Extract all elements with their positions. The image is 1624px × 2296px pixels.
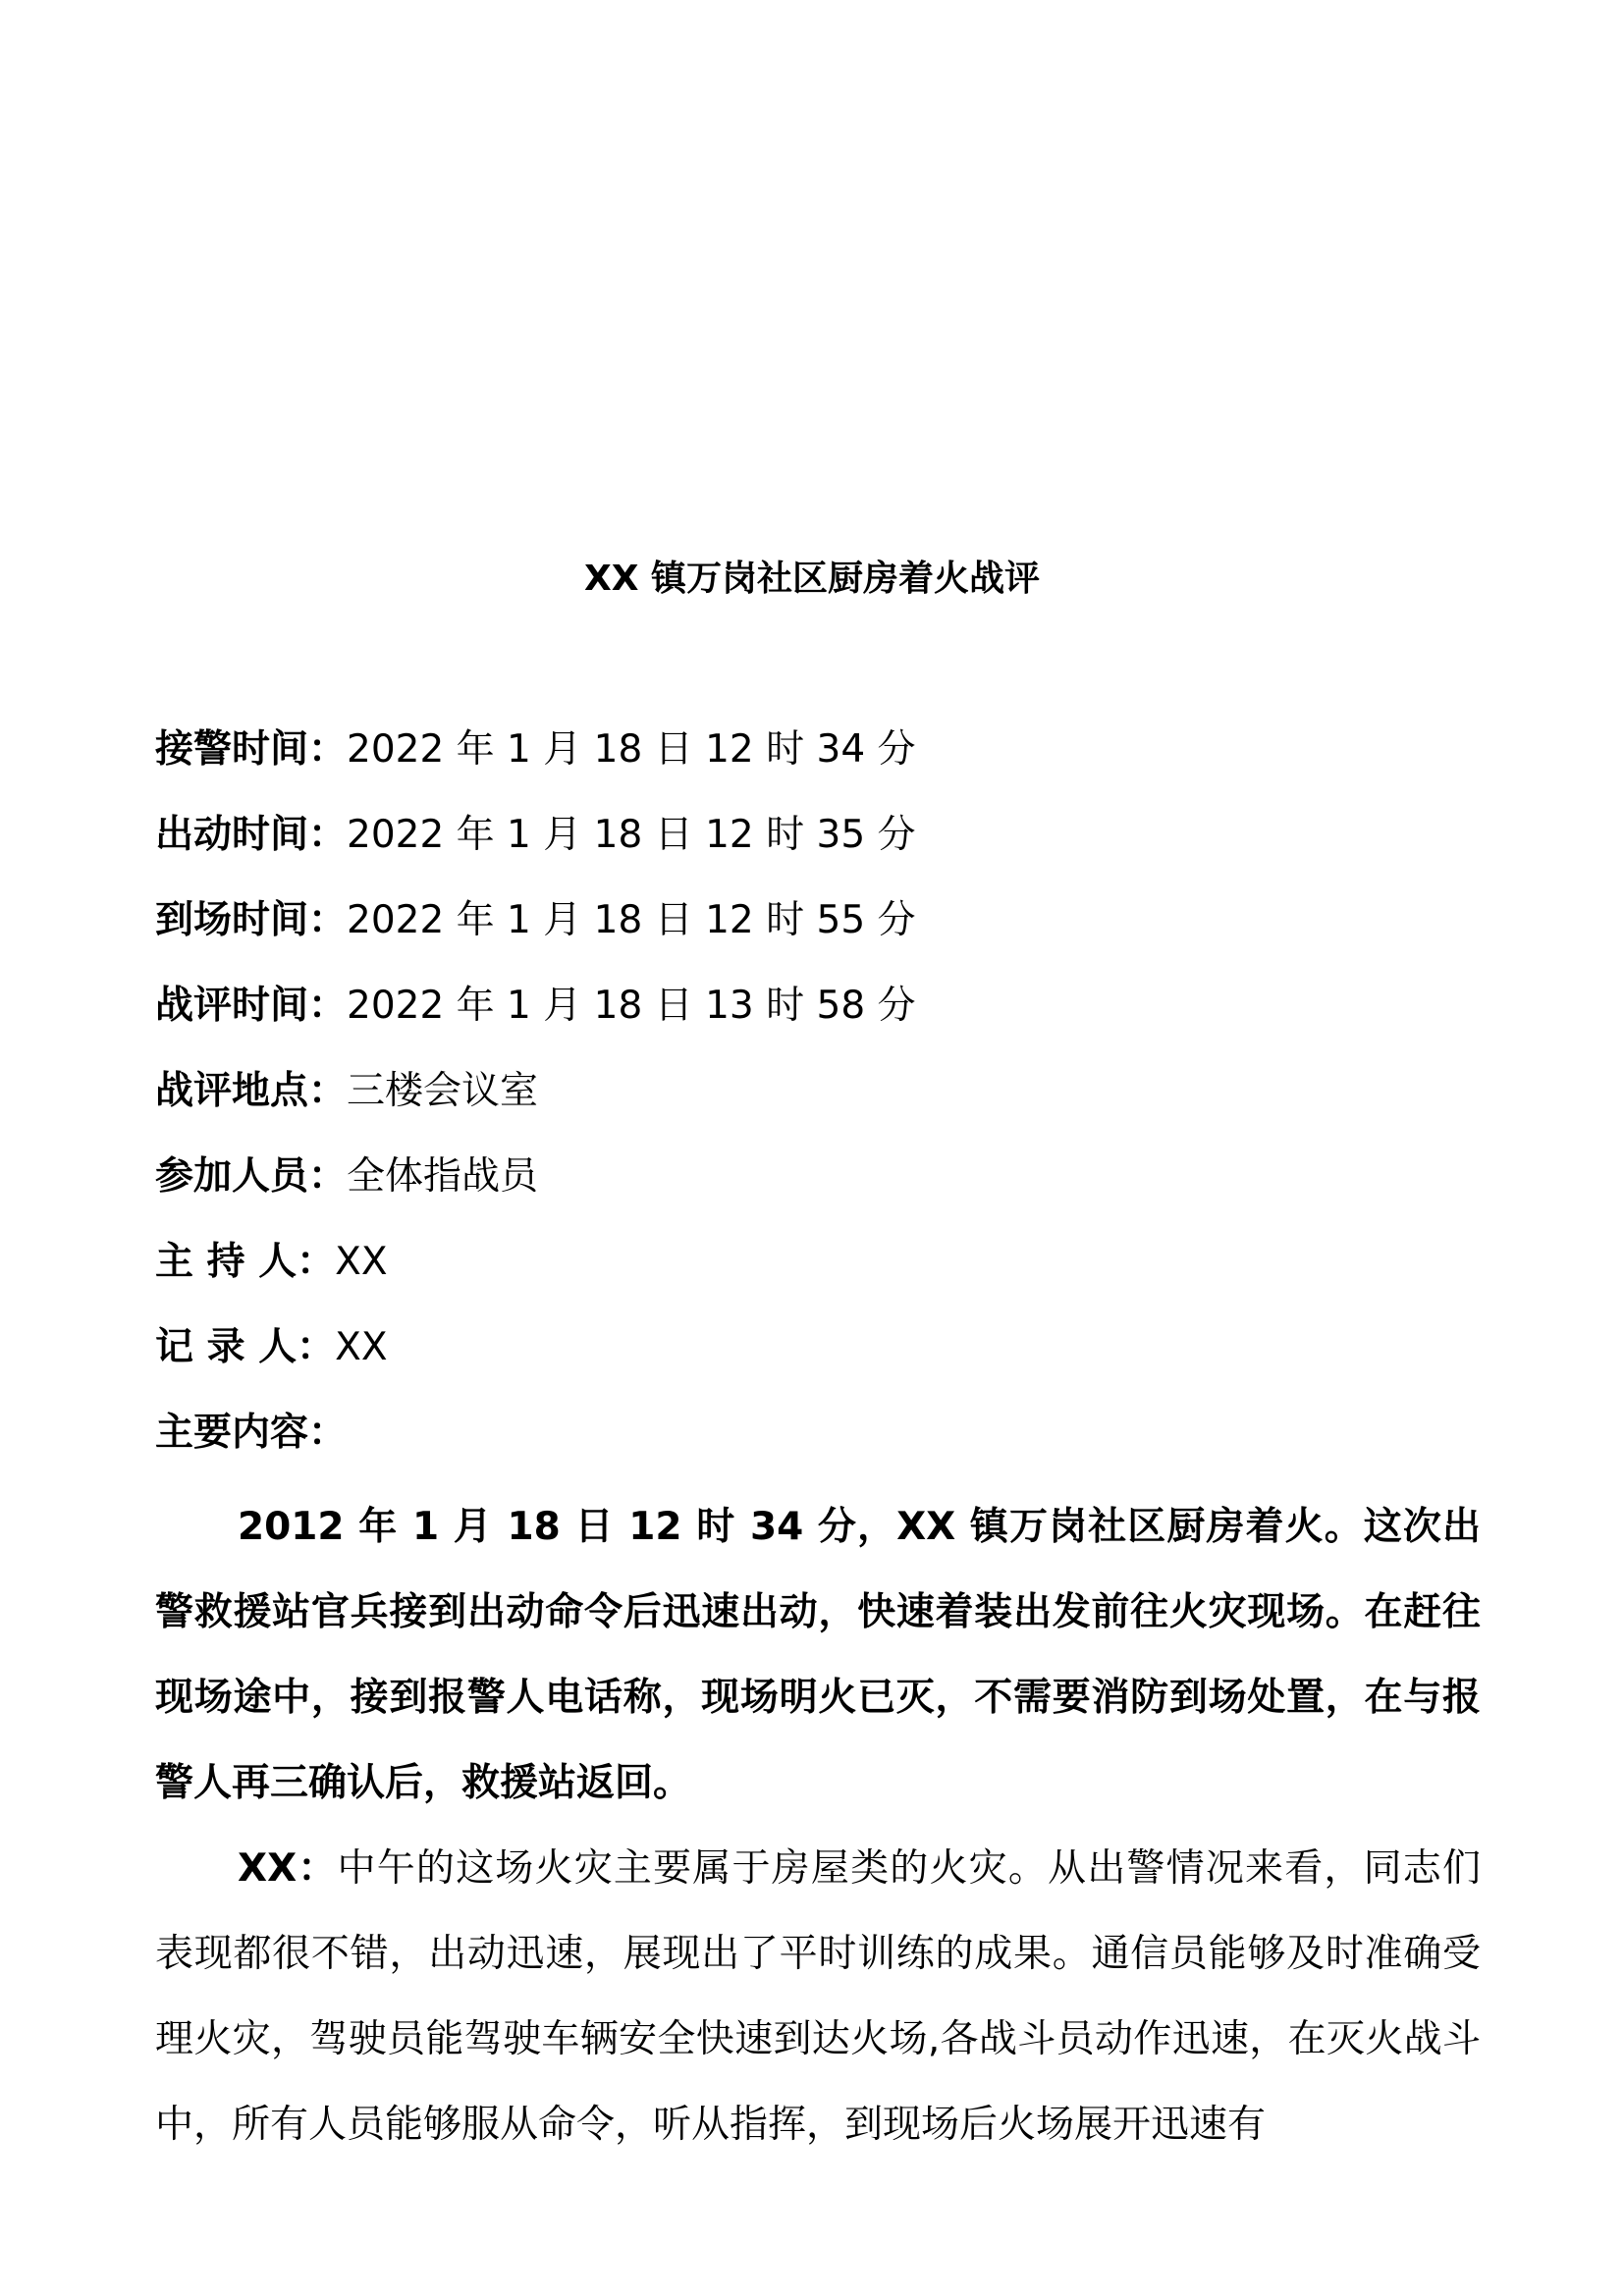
meta-value: 2022 年 1 月 18 日 12 时 35 分 — [347, 813, 916, 857]
meta-label: 记 录 人： — [155, 1325, 336, 1369]
paragraph-review — [155, 1826, 1481, 2167]
meta-label: 战评地点： — [155, 1069, 348, 1113]
meta-value: 2022 年 1 月 18 日 12 时 34 分 — [347, 727, 916, 772]
meta-label: 接警时间： — [155, 727, 348, 772]
meta-value: XX — [335, 1240, 388, 1284]
meta-row-dispatch-time — [155, 806, 1481, 891]
review-text: 中午的这场火灾主要属于房屋类的火灾。从出警情况来看，同志们表现都很不错，出动迅速，展现出了平时训练的成果。通信员能够及时准确受理火灾，驾驶员能驾驶车辆安全快速到达火场,各战斗员动作迅速，在灭火战斗中，所有人员能够服从命令，听从指挥，到现场后火场展开迅速有 — [155, 1846, 1481, 2147]
body-text — [155, 1484, 1481, 2167]
main-content-label: 主要内容： — [155, 1411, 348, 1455]
meta-row-participants — [155, 1148, 1481, 1233]
document-title: XX 镇万岗社区厨房着火战评 — [583, 559, 1041, 599]
meta-label: 战评时间： — [155, 984, 348, 1028]
meta-value: 三楼会议室 — [347, 1069, 539, 1113]
meta-label: 主 持 人： — [155, 1240, 336, 1284]
meta-row-arrival-time — [155, 891, 1481, 977]
meta-row-alarm-time — [155, 721, 1481, 806]
paragraph-summary: 2012 年 1 月 18 日 12 时 34 分，XX 镇万岗社区厨房着火。这次出警救援站官兵接到出动命令后迅速出动，快速着装出发前往火灾现场。在赶往现场途中，接到报警人电话称，现场明火已灭，不需要消防到场处置，在与报警人再三确认后，救援站返回。 — [155, 1505, 1481, 1805]
meta-value: XX — [335, 1325, 388, 1369]
meta-value: 2022 年 1 月 18 日 12 时 55 分 — [347, 898, 916, 942]
meta-label: 出动时间： — [155, 813, 348, 857]
speaker-label: XX： — [238, 1846, 338, 1891]
meta-row-recorder — [155, 1318, 1481, 1404]
meta-value: 全体指战员 — [347, 1154, 539, 1199]
meta-label: 到场时间： — [155, 898, 348, 942]
meta-row-review-location — [155, 1062, 1481, 1148]
meta-label: 参加人员： — [155, 1154, 348, 1199]
meta-section — [155, 721, 1481, 1489]
meta-row-host — [155, 1233, 1481, 1318]
meta-row-review-time — [155, 977, 1481, 1062]
meta-value: 2022 年 1 月 18 日 13 时 58 分 — [347, 984, 916, 1028]
